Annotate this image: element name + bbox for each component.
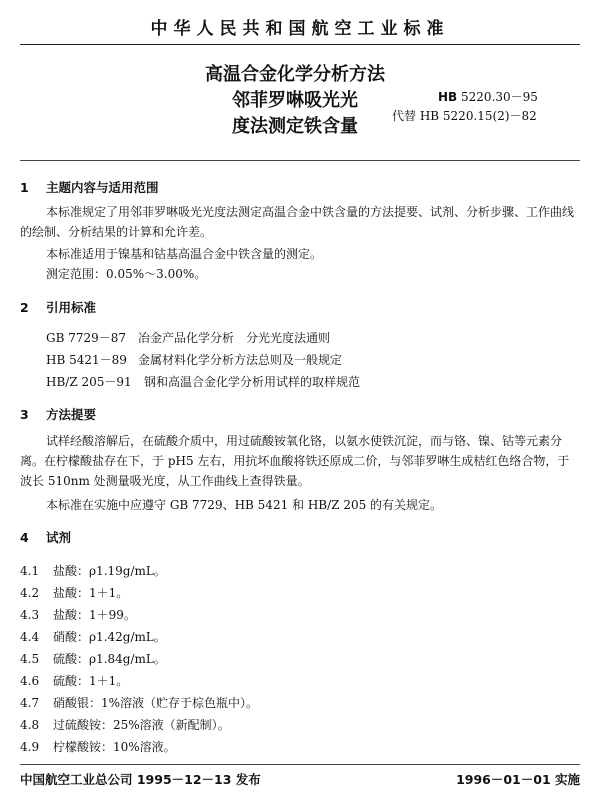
reagent-text: 柠檬酸铵：10%溶液。 xyxy=(53,740,176,754)
reference-item xyxy=(46,328,330,348)
standard-number-block xyxy=(392,88,538,126)
reference-code: GB 7729－87 xyxy=(46,331,127,345)
reagent-number: 4.1 xyxy=(20,564,40,578)
section-3-paragraph-2: 本标准在实施中应遵守 GB 7729、HB 5421 和 HB/Z 205 的有关规定。 xyxy=(46,498,443,512)
reagent-item xyxy=(20,562,166,579)
issue-date: 中国航空工业总公司 1995－12－13 发布 xyxy=(20,772,261,787)
section-4-title: 试剂 xyxy=(46,530,72,545)
section-3-title: 方法提要 xyxy=(46,407,97,422)
reagent-number: 4.3 xyxy=(20,608,40,622)
reagent-item xyxy=(20,650,166,667)
reference-code: HB 5421－89 xyxy=(46,353,127,367)
section-4-number: 4 xyxy=(20,530,29,545)
reagent-item xyxy=(20,584,128,601)
section-2-number: 2 xyxy=(20,300,29,315)
reagent-item xyxy=(20,738,176,755)
title-rule xyxy=(20,160,580,161)
reference-code: HB/Z 205－91 xyxy=(46,375,132,389)
reagent-number: 4.8 xyxy=(20,718,40,732)
reagent-number: 4.4 xyxy=(20,630,40,644)
standard-code xyxy=(392,88,538,107)
reagent-text: 硫酸：ρ1.84g/mL。 xyxy=(53,652,166,666)
reagent-text: 硫酸：1＋1。 xyxy=(53,674,129,688)
reagent-item xyxy=(20,694,258,711)
reagent-item xyxy=(20,606,136,623)
reference-item xyxy=(46,350,342,370)
standard-replaces: 代替 HB 5220.15(2)－82 xyxy=(392,109,537,123)
reagent-text: 盐酸：1＋99。 xyxy=(53,608,136,622)
section-1-paragraph-3: 测定范围：0.05%～3.00%。 xyxy=(46,267,207,281)
standard-code-prefix: HB xyxy=(438,90,458,104)
reagent-text: 盐酸：1＋1。 xyxy=(53,586,129,600)
document-header: 中华人民共和国航空工业标准 xyxy=(150,19,450,39)
section-1-heading xyxy=(20,178,159,196)
section-3-number: 3 xyxy=(20,407,29,422)
footer-rule xyxy=(20,764,580,765)
reagent-item xyxy=(20,716,230,733)
title-line-2: 邻菲罗啉吸光光 xyxy=(232,90,358,111)
section-2-heading xyxy=(20,298,96,316)
section-1-title: 主题内容与适用范围 xyxy=(46,180,159,195)
reagent-text: 硝酸银：1%溶液（贮存于棕色瓶中）。 xyxy=(53,696,259,710)
header-rule xyxy=(20,44,580,45)
standard-code-number: 5220.30－95 xyxy=(461,90,538,104)
reagent-text: 硝酸：ρ1.42g/mL。 xyxy=(53,630,166,644)
title-line-1: 高温合金化学分析方法 xyxy=(205,64,385,85)
reference-name: 金属材料化学分析方法总则及一般规定 xyxy=(138,353,343,367)
section-1-paragraph-1: 本标准规定了用邻菲罗啉吸光光度法测定高温合金中铁含量的方法提要、试剂、分析步骤、工作曲线的绘制、分析结果的计算和允许差。 xyxy=(20,205,575,239)
section-1-paragraph-2: 本标准适用于镍基和钴基高温合金中铁含量的测定。 xyxy=(46,247,323,261)
reagent-number: 4.5 xyxy=(20,652,40,666)
reagent-item xyxy=(20,628,166,645)
reagent-number: 4.6 xyxy=(20,674,40,688)
reference-item xyxy=(46,372,360,392)
section-4-heading xyxy=(20,528,71,546)
reference-name: 冶金产品化学分析 分光光度法通则 xyxy=(138,331,331,345)
title-line-3: 度法测定铁含量 xyxy=(232,116,358,137)
reagent-number: 4.2 xyxy=(20,586,40,600)
reagent-number: 4.7 xyxy=(20,696,40,710)
section-2-title: 引用标准 xyxy=(46,300,97,315)
section-3-paragraph-1: 试样经酸溶解后，在硫酸介质中，用过硫酸铵氧化铬，以氨水使铁沉淀，而与铬、镍、钴等元素分离。在柠檬酸盐存在下，于 pH5 左右，用抗坏血酸将铁还原成二价，与邻菲罗啉生成桔红色络合物，于波长 510nm 处测量吸光度，从工作曲线上查得铁量。 xyxy=(20,434,570,488)
reagent-item xyxy=(20,672,128,689)
reagent-number: 4.9 xyxy=(20,740,40,754)
section-3-heading xyxy=(20,405,96,423)
reference-name: 钢和高温合金化学分析用试样的取样规范 xyxy=(144,375,361,389)
implementation-date: 1996－01－01 实施 xyxy=(456,772,580,787)
reagent-text: 过硫酸铵：25%溶液（新配制）。 xyxy=(53,718,230,732)
reagent-text: 盐酸：ρ1.19g/mL。 xyxy=(53,564,166,578)
section-1-number: 1 xyxy=(20,180,29,195)
